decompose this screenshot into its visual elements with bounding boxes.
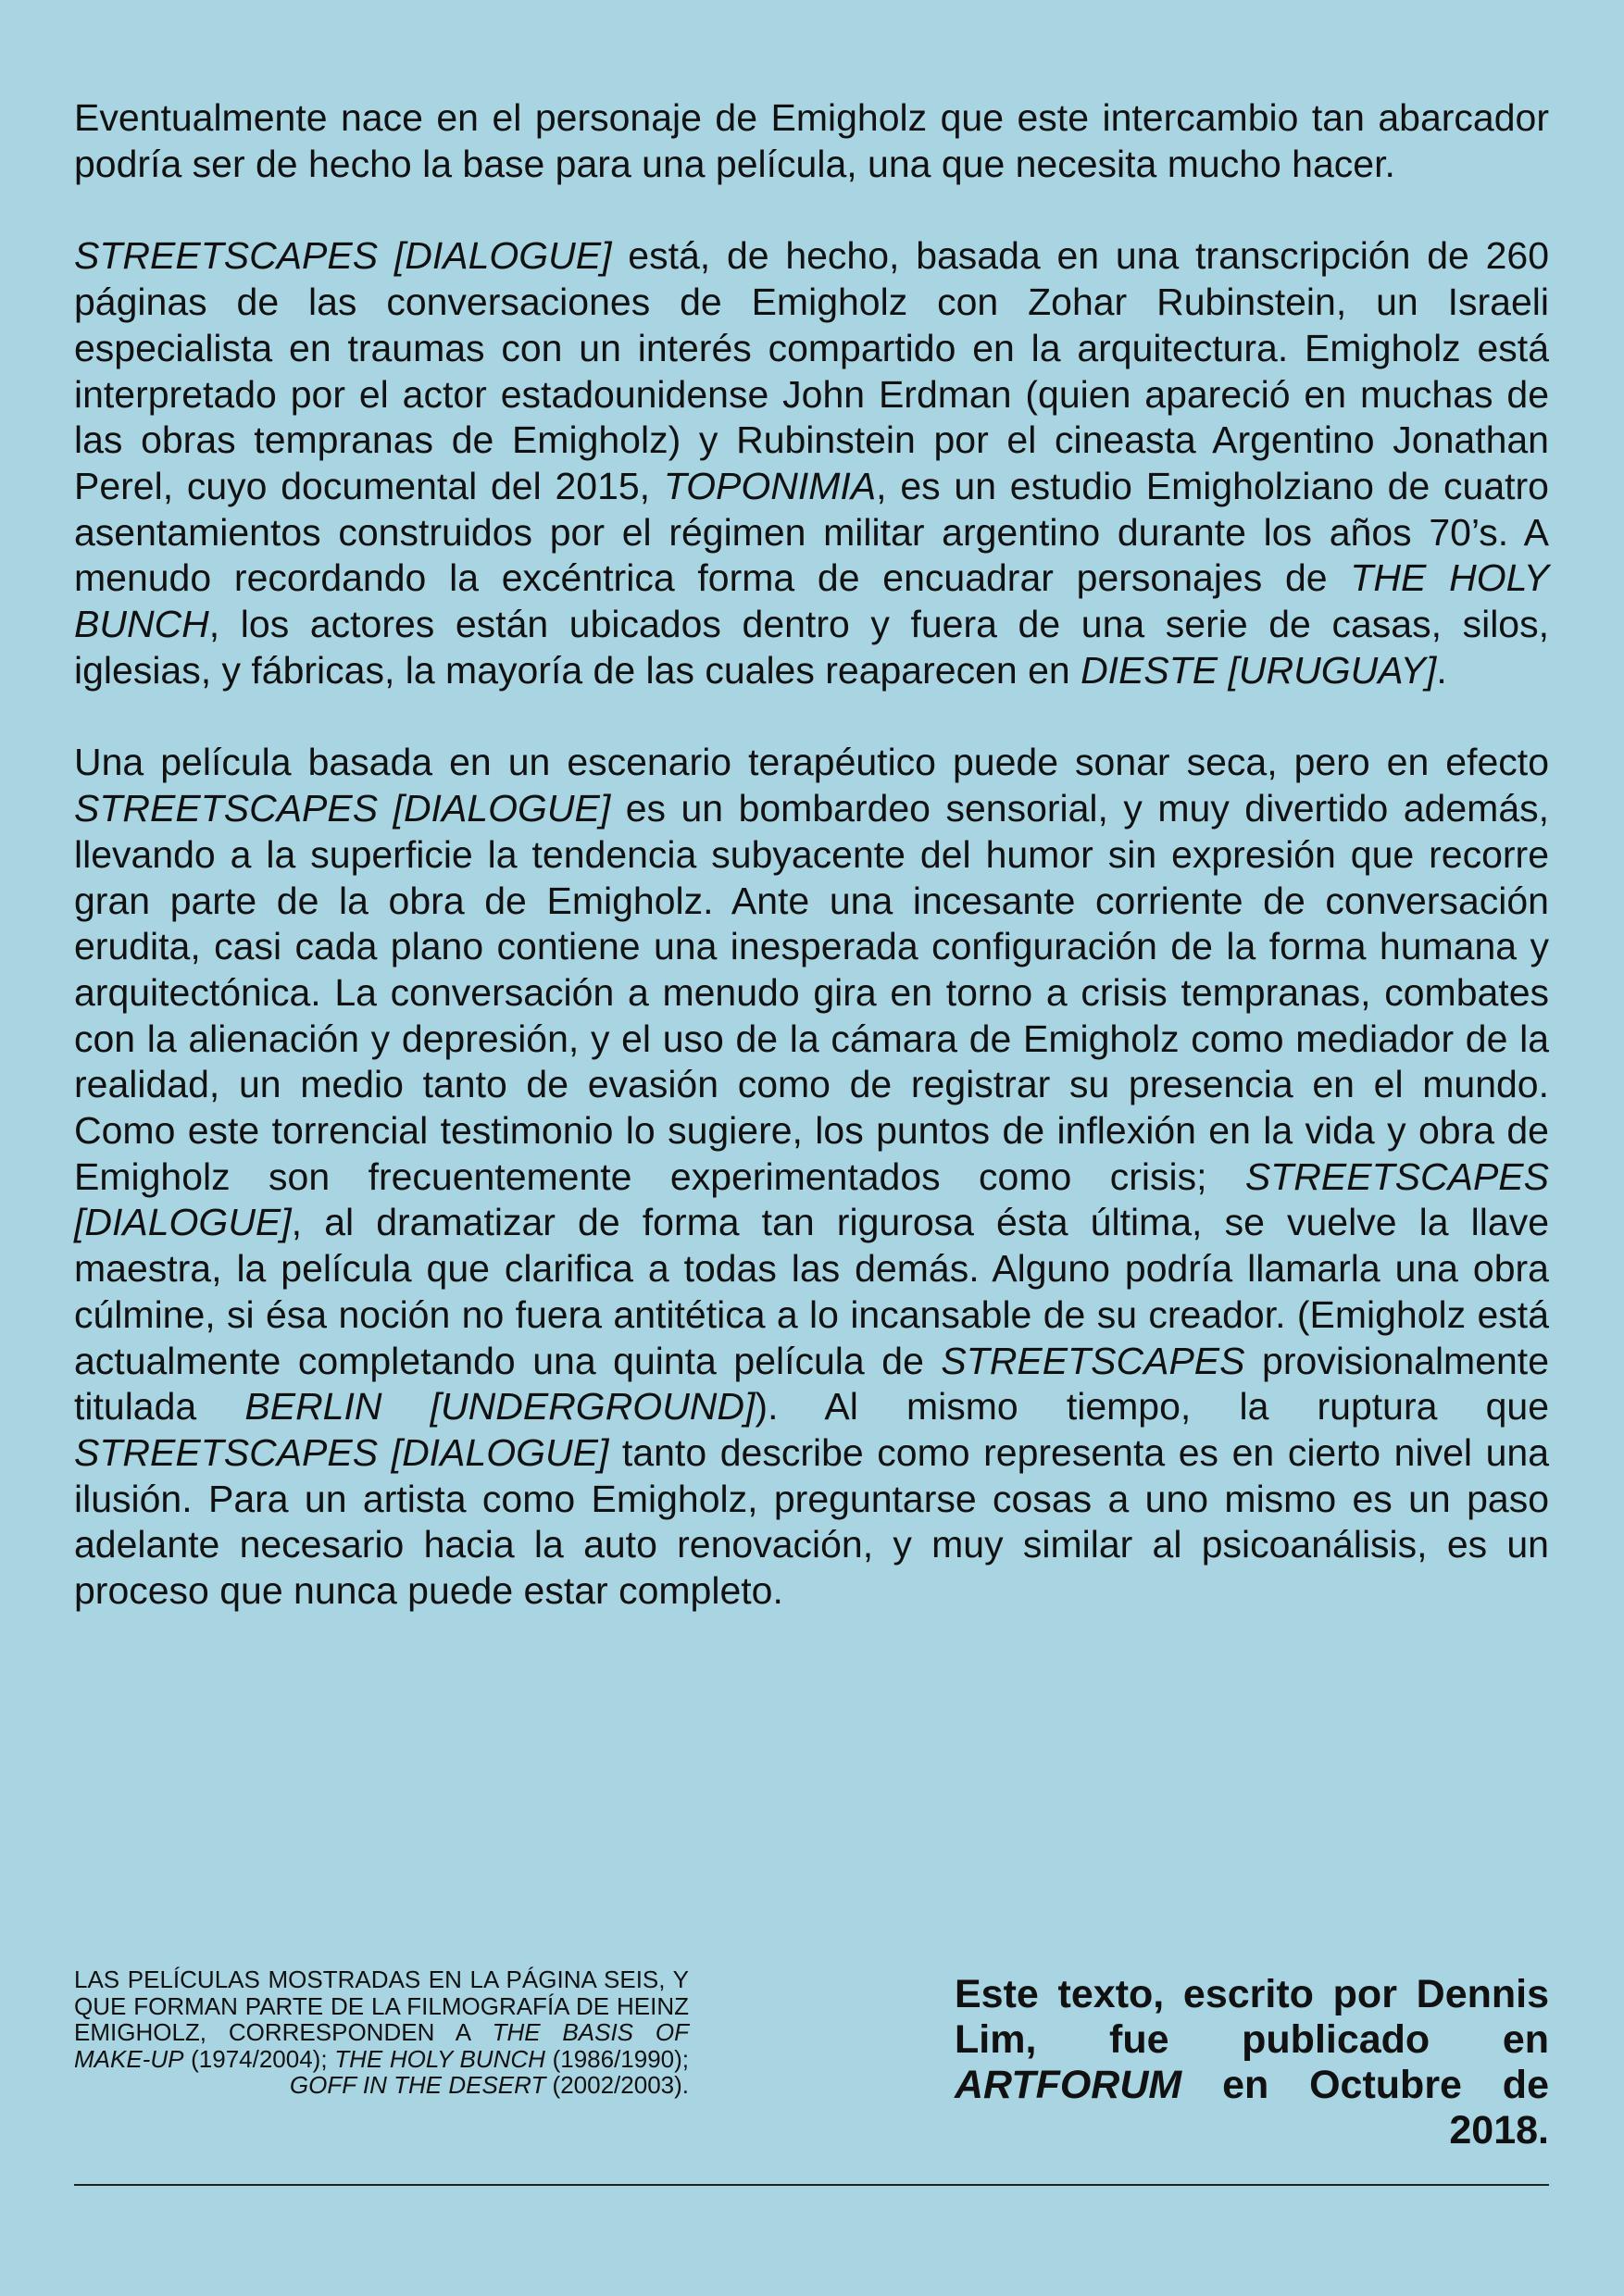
paragraph-2 [74,233,1549,693]
credits-text: (1974/2004); [183,2044,335,2073]
paragraph-3-text: provisionalmente titulada [74,1339,1549,1429]
film-credits-note [74,1966,689,2099]
paragraph-3-text: Una película basada en un escenario terapéutico puede sonar seca, pero en efecto [74,741,1549,784]
magazine-name: ARTFORUM [955,2063,1182,2107]
bottom-divider [74,2184,1549,2186]
film-title: THE HOLY BUNCH [334,2044,545,2073]
credits-text: LAS PELÍCULAS MOSTRADAS EN LA PÁGINA SEIS, Y QUE FORMAN PARTE DE LA FILMOGRAFÍA DE HEINZ EMIGHOLZ, CORRESPONDEN A [74,1965,689,2047]
paragraph-2-text: , es un estudio Emigholziano de cuatro asentamientos construidos por el régimen militar argentino durante los años 70’s. A menudo recordando la excéntrica forma de encuadrar personajes de [74,464,1549,600]
paragraph-3-text: ). Al mismo tiempo, la ruptura que [755,1385,1549,1429]
film-title: STREETSCAPES [DIALOGUE] [74,1154,1549,1244]
paragraph-3-text: , al dramatizar de forma tan rigurosa ésta última, se vuelve la llave maestra, la película que clarifica a todas las demás. Alguno podría llamarla una obra cúlmine, si ésa noción no fuera antitética a lo incansable de su creador. (Emigholz está actualmente completando una quinta película de [74,1201,1549,1382]
byline-text: en Octubre de 2018. [1181,2063,1549,2152]
paragraph-3-text: tanto describe como representa es en cierto nivel una ilusión. Para un artista como Emigholz, preguntarse cosas a uno mismo es un paso adelante necesario hacia la auto renovación, y muy similar al psicoanálisis, es un proceso que nunca puede estar completo. [74,1430,1550,1613]
paragraph-1-text: Eventualmente nace en el personaje de Emigholz que este intercambio tan abarcador podría ser de hecho la base para una película, una que necesita mucho hacer. [74,96,1549,185]
credits-text: (2002/2003). [545,2071,689,2100]
credits-text: (1986/1990); [544,2044,690,2073]
paragraph-3-text: es un bombardeo sensorial, y muy divertido además, llevando a la superficie la tendencia subyacente del humor sin expresión que recorre gran parte de la obra de Emigholz. Ante una incesante corriente de conversación erudita, casi cada plano contiene una inesperada configuración de la forma humana y arquitectónica. La conversación a menudo gira en torno a crisis tempranas, combates con la alienación y depresión, y el uso de la cámara de Emigholz como mediador de la realidad, un medio tanto de evasión como de registrar su presencia en el mundo. Como este torrencial testimonio lo sugiere, los puntos de inflexión en la vida y obra de Emigholz son frecuentemente experimentados como crisis; [74,787,1550,1198]
article-body [74,95,1549,1615]
film-title: BERLIN [UNDERGROUND] [244,1385,756,1429]
film-title: GOFF IN THE DESERT [289,2071,546,2100]
publication-byline [955,1972,1549,2153]
film-title: STREETSCAPES [DIALOGUE] [74,234,612,278]
paragraph-3 [74,740,1549,1614]
paragraph-1 [74,95,1549,187]
paragraph-2-text: , los actores están ubicados dentro y fuera de una serie de casas, silos, iglesias, y fábricas, la mayoría de las cuales reaparecen en [74,603,1549,692]
film-title: STREETSCAPES [941,1339,1245,1382]
film-title: THE BASIS OF MAKE-UP [74,2018,689,2073]
film-title: DIESTE [URUGUAY] [1081,648,1437,692]
paragraph-2-text: está, de hecho, basada en una transcripción de 260 páginas de las conversaciones de Emigholz con Zohar Rubinstein, un Israeli especialista en traumas con un interés compartido en la arquitectura. Emigholz está interpretado por el actor estadounidense John Erdman (quien apareció en muchas de las obras tempranas de Emigholz) y Rubinstein por el cineasta Argentino Jonathan Perel, cuyo documental del 2015, [74,234,1550,507]
film-title: STREETSCAPES [DIALOGUE] [74,1430,609,1474]
byline-text: Este texto, escrito por Dennis Lim, fue publicado en [955,1972,1549,2062]
film-title: STREETSCAPES [DIALOGUE] [74,787,611,830]
film-title: TOPONIMIA [663,464,877,507]
film-title: THE HOLY BUNCH [74,556,1549,646]
paragraph-2-text: . [1436,648,1447,692]
